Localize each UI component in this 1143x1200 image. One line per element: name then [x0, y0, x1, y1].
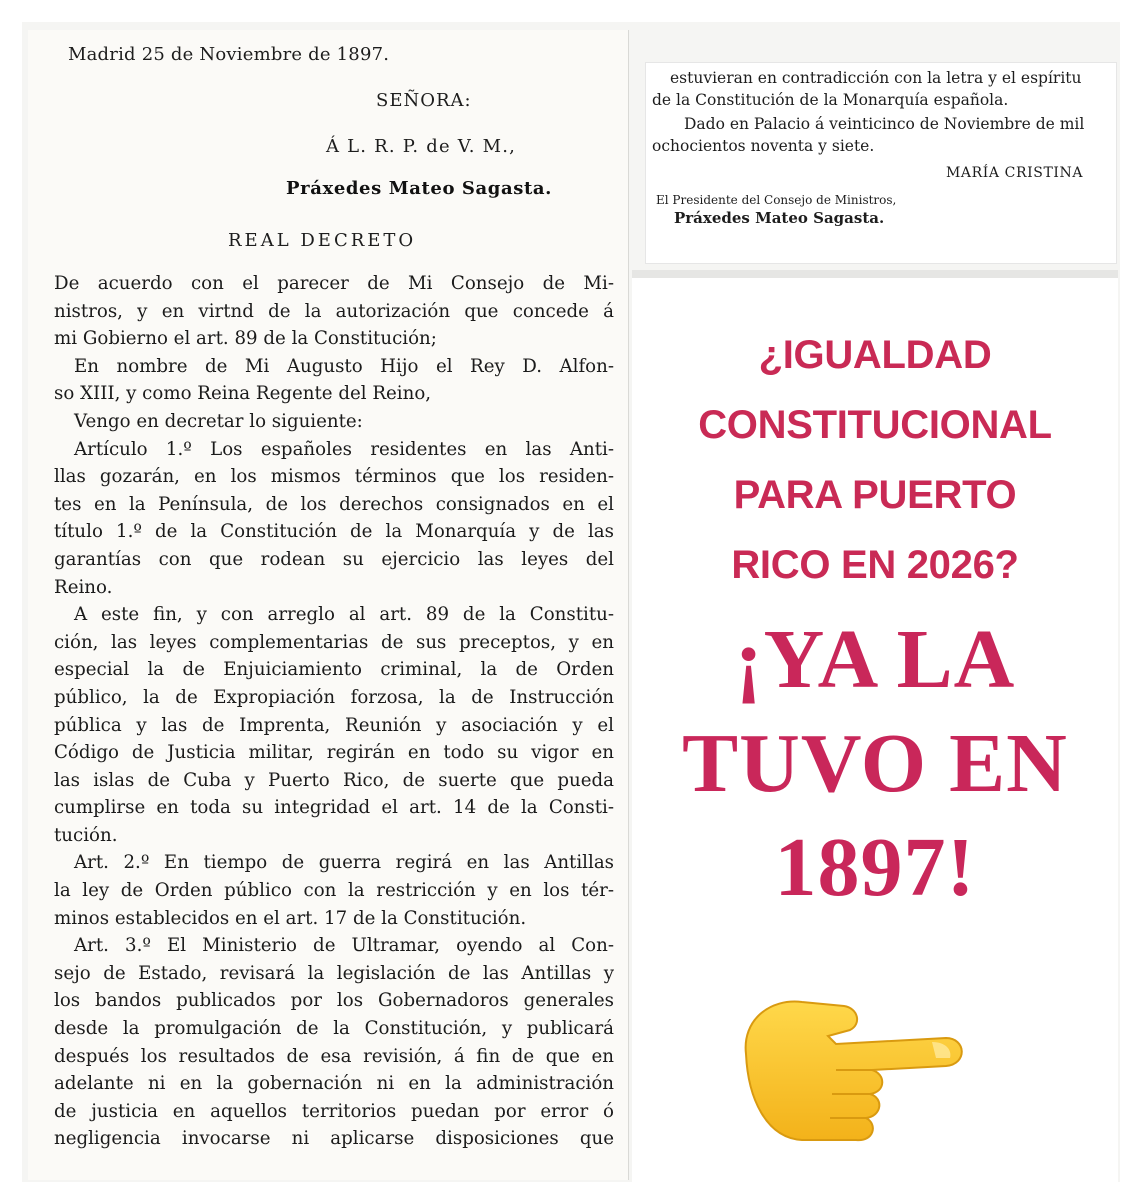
- decree-line: desde la promulgación de la Constitución, y publicará: [54, 1018, 614, 1040]
- decree-line: Art. 3.º El Ministerio de Ultramar, oyendo al Con-: [74, 935, 614, 957]
- question-headline: [632, 320, 1118, 600]
- president-name: Práxedes Mateo Sagasta.: [674, 209, 885, 227]
- decree-line: título 1.º de la Constitución de la Monarquía y de las: [54, 521, 614, 543]
- decree-line: la ley de Orden público con la restricción y en los tér-: [54, 880, 614, 902]
- clip-line: estuvieran en contradicción con la letra y el espíritu: [670, 69, 1082, 87]
- pointing-hand-icon: [732, 958, 972, 1148]
- answer-line: 1897!: [774, 821, 976, 914]
- poster-panel: [632, 270, 1118, 1184]
- decree-line: Vengo en decretar lo siguiente:: [74, 410, 363, 432]
- question-line: CONSTITUCIONAL: [698, 403, 1052, 447]
- decree-line: de justicia en aquellos territorios puedan por error ó: [54, 1100, 614, 1122]
- president-label: El Presidente del Consejo de Ministros,: [656, 193, 897, 207]
- decree-line: tes en la Península, de los derechos consignados en el: [54, 493, 614, 515]
- alrp-line: Á L. R. P. de V. M.,: [326, 136, 517, 157]
- decree-line: especial la de Enjuiciamiento criminal, la de Orden: [54, 659, 614, 681]
- answer-line: ¡YA LA: [734, 613, 1016, 706]
- answer-headline: [632, 608, 1118, 920]
- question-line: ¿IGUALDAD: [758, 333, 992, 377]
- decree-line: Artículo 1.º Los españoles residentes en las Anti-: [74, 438, 614, 460]
- decree-page: [28, 30, 629, 1180]
- decree-line: las islas de Cuba y Puerto Rico, de suerte que pueda: [54, 769, 614, 791]
- decree-line: llas gozarán, en los mismos términos que los residen-: [54, 466, 614, 488]
- decree-body: [54, 270, 614, 1153]
- clip-line: Dado en Palacio á veinticinco de Noviembre de mil: [684, 115, 1085, 133]
- dateline: Madrid 25 de Noviembre de 1897.: [68, 44, 390, 65]
- clip-line: de la Constitución de la Monarquía española.: [652, 91, 1009, 109]
- decree-title: REAL DECRETO: [228, 230, 417, 251]
- decree-line: minos establecidos en el art. 17 de la Constitución.: [54, 907, 527, 929]
- clip-line: ochocientos noventa y siete.: [652, 137, 875, 155]
- queen-signature: MARÍA CRISTINA: [946, 165, 1084, 181]
- decree-line: tución.: [54, 824, 118, 846]
- decree-signature-clipping: [645, 62, 1117, 264]
- decree-line: garantías con que rodean su ejercicio las leyes del: [54, 548, 614, 570]
- decree-line: De acuerdo con el parecer de Mi Consejo de Mi-: [54, 273, 614, 294]
- decree-line: pública y las de Imprenta, Reunión y asociación y el: [54, 714, 614, 736]
- decree-line: sejo de Estado, revisará la legislación de las Antillas y: [54, 962, 614, 984]
- decree-line: adelante ni en la gobernación ni en la administración: [54, 1073, 614, 1095]
- signer-name: Práxedes Mateo Sagasta.: [286, 178, 553, 199]
- decree-line: los bandos publicados por los Gobernadoros generales: [54, 990, 614, 1012]
- decree-line: Art. 2.º En tiempo de guerra regirá en las Antillas: [74, 852, 614, 874]
- salutation: SEÑORA:: [376, 90, 472, 111]
- question-line: PARA PUERTO: [733, 473, 1017, 517]
- decree-line: negligencia invocarse ni aplicarse disposiciones que: [54, 1128, 614, 1150]
- decree-line: ción, las leyes complementarias de sus preceptos, y en: [54, 631, 614, 653]
- decree-line: so XIII, y como Reina Regente del Reino,: [54, 383, 432, 405]
- decree-line: Código de Justicia militar, regirán en todo su vigor en: [54, 742, 614, 764]
- top-margin: [0, 0, 1143, 14]
- answer-line: TUVO EN: [682, 717, 1068, 810]
- decree-line: En nombre de Mi Augusto Hijo el Rey D. Alfon-: [74, 355, 614, 377]
- decree-line: cumplirse en toda su integridad el art. 14 de la Consti-: [54, 797, 614, 819]
- decree-line: público, la de Expropiación forzosa, la de Instrucción: [54, 686, 614, 708]
- decree-line: A este fin, y con arreglo al art. 89 de la Constitu-: [74, 604, 614, 626]
- decree-line: nistros, y en virtnd de la autorización que concede á: [54, 300, 614, 322]
- question-line: RICO EN 2026?: [731, 543, 1019, 587]
- decree-line: después los resultados de esa revisión, á fin de que en: [54, 1045, 614, 1067]
- decree-line: Reino.: [54, 576, 113, 598]
- decree-line: mi Gobierno el art. 89 de la Constitución;: [54, 328, 437, 350]
